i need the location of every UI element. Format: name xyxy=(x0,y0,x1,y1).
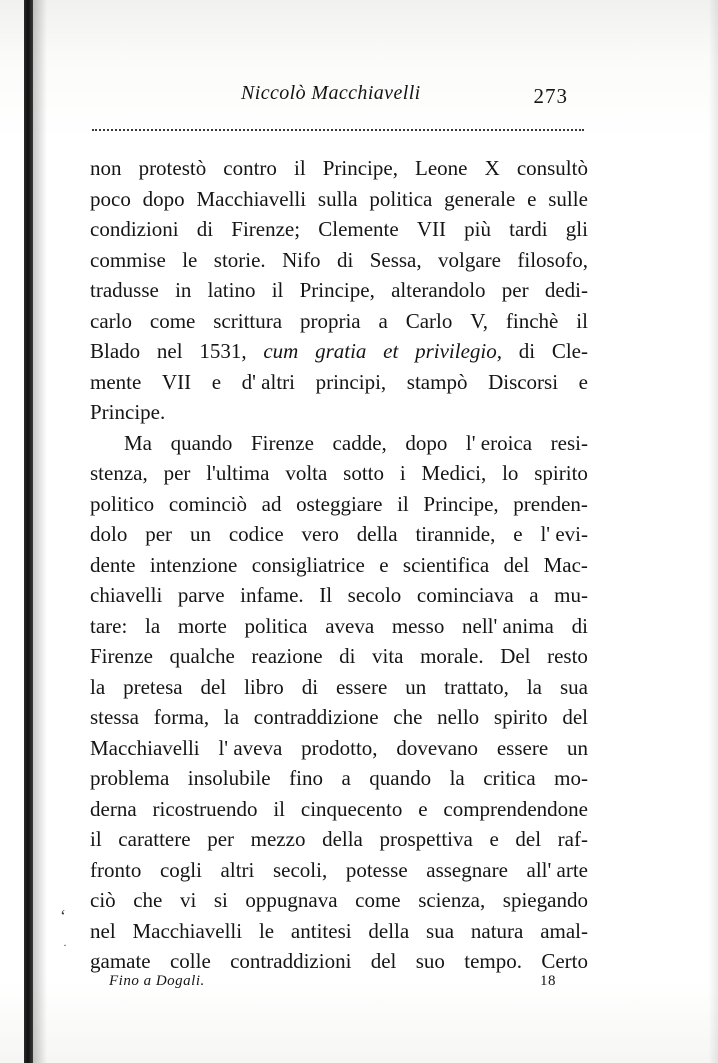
word: Medici, xyxy=(421,461,487,485)
word: messo xyxy=(391,613,445,638)
word: oppugnava xyxy=(245,888,338,912)
word: più xyxy=(464,217,491,241)
word: della xyxy=(368,918,410,943)
word: comprendendone xyxy=(443,796,588,821)
text-line xyxy=(90,614,588,645)
word: le xyxy=(182,247,198,272)
word: del xyxy=(562,705,588,729)
word: consigliatrice xyxy=(251,552,365,577)
word: la xyxy=(449,766,465,790)
word: principi, xyxy=(315,369,387,394)
text-line xyxy=(90,278,588,309)
word: ricostruendo xyxy=(152,796,258,821)
word: in xyxy=(175,278,192,302)
text-line xyxy=(90,766,588,797)
signature-number: 18 xyxy=(540,973,556,989)
word: resi- xyxy=(550,430,588,455)
word: i xyxy=(399,461,406,485)
word: secolo xyxy=(347,583,402,607)
word: morte xyxy=(177,613,227,638)
word: Principe. xyxy=(90,400,166,424)
text-line xyxy=(90,309,588,340)
text-line xyxy=(90,888,588,919)
text-line xyxy=(90,339,588,370)
word: politica xyxy=(244,613,308,638)
word: all' arte xyxy=(526,857,588,882)
word: le xyxy=(258,918,275,943)
text-line xyxy=(90,644,588,675)
word: cominciò xyxy=(168,491,247,516)
word: sulla xyxy=(317,186,358,211)
word: si xyxy=(213,888,228,912)
word: Principe, xyxy=(322,156,398,180)
word: per xyxy=(501,278,529,302)
text-line xyxy=(90,858,588,889)
word: chiavelli xyxy=(90,583,163,607)
word: mu- xyxy=(554,583,588,607)
header-rule xyxy=(92,129,584,131)
word: Leone xyxy=(415,156,468,180)
word: del xyxy=(515,827,542,851)
word: et xyxy=(383,339,399,363)
word: condizioni xyxy=(90,217,179,241)
word: Macchiavelli xyxy=(132,918,243,943)
word: prenden- xyxy=(513,491,588,516)
text-line xyxy=(90,492,588,523)
word: resto xyxy=(547,644,588,668)
word: dopo xyxy=(405,430,448,455)
word: potesse xyxy=(345,857,408,882)
word: stampò xyxy=(406,369,468,394)
margin-mark: · xyxy=(63,938,67,952)
word: osteggiare xyxy=(296,491,383,516)
word: reazione xyxy=(251,644,323,668)
word: pretesa xyxy=(123,674,183,699)
word: di xyxy=(339,644,356,668)
text-line xyxy=(90,248,588,279)
word: mo- xyxy=(554,766,588,790)
text-line xyxy=(90,461,588,492)
word: il xyxy=(397,491,409,516)
word: nel xyxy=(90,918,116,943)
word: problema xyxy=(90,766,170,790)
word: Discorsi xyxy=(488,369,559,394)
binding-shadow xyxy=(33,0,47,1063)
word: spirito xyxy=(493,705,548,729)
text-line xyxy=(90,370,588,401)
word: ad xyxy=(261,491,282,516)
word: ciò xyxy=(90,888,116,912)
word: il xyxy=(90,827,102,851)
word: Macchiavelli xyxy=(90,735,200,760)
word: il xyxy=(273,796,286,821)
word: lo xyxy=(502,461,519,485)
word: Principe, xyxy=(423,491,499,516)
word: protestò xyxy=(138,156,207,180)
word: suo xyxy=(415,949,445,973)
text-line xyxy=(90,553,588,584)
text-line xyxy=(90,583,588,614)
word: critica xyxy=(483,766,536,790)
word: colle xyxy=(169,949,211,973)
word: contraddizioni xyxy=(230,949,352,973)
word: e xyxy=(211,369,222,394)
word: essere xyxy=(496,735,549,760)
word: consultò xyxy=(516,156,588,180)
word: per xyxy=(207,827,235,851)
word: dedi- xyxy=(544,278,588,302)
word: Del xyxy=(500,644,531,668)
text-line xyxy=(90,797,588,828)
text-line xyxy=(90,187,588,218)
word: del xyxy=(200,674,227,699)
word: quando xyxy=(170,430,233,455)
word: a xyxy=(378,308,388,333)
word: la xyxy=(90,674,106,699)
word: e xyxy=(513,522,523,546)
word: per xyxy=(145,522,173,546)
signature-mark xyxy=(90,973,560,995)
word: di xyxy=(571,613,588,638)
word: di xyxy=(301,674,319,699)
word: mente xyxy=(90,369,142,394)
word: Clemente xyxy=(318,217,399,241)
margin-mark: ʻ xyxy=(60,906,66,926)
word: quando xyxy=(369,766,432,790)
word: dopo xyxy=(142,186,185,211)
word: e xyxy=(578,369,588,394)
word: volgare xyxy=(438,247,501,272)
word: vi xyxy=(179,888,197,912)
page-number: 273 xyxy=(533,84,568,108)
word: l'ultima xyxy=(206,461,270,485)
word: un xyxy=(567,735,588,760)
word: scienza, xyxy=(418,888,486,912)
word: Mac- xyxy=(543,552,588,577)
word: Il xyxy=(319,583,333,607)
word: VII xyxy=(161,369,192,394)
word: d' altri xyxy=(241,369,295,394)
running-title: Niccolò Macchiavelli xyxy=(241,82,421,104)
binding-edge xyxy=(24,0,33,1063)
word: propria xyxy=(299,308,361,333)
word: filosofo, xyxy=(517,247,588,272)
word: commise xyxy=(90,247,166,272)
word: a xyxy=(341,766,351,790)
word: dovevano xyxy=(396,735,479,760)
word: intenzione xyxy=(149,552,238,577)
word: altri xyxy=(220,857,255,882)
signature-title: Fino a Dogali. xyxy=(109,973,205,989)
word: Nifo xyxy=(282,247,321,272)
word: e xyxy=(418,796,428,821)
body-text xyxy=(90,156,588,980)
word: alterandolo xyxy=(391,278,486,302)
word: nello xyxy=(437,705,480,729)
text-line xyxy=(90,217,588,248)
word: qualche xyxy=(169,644,235,668)
word: assegnare xyxy=(426,857,508,882)
word: scrittura xyxy=(213,308,283,333)
word: fronto xyxy=(90,857,142,882)
word: Firenze xyxy=(250,430,314,455)
word: del xyxy=(370,949,397,973)
word: vero xyxy=(301,522,339,546)
word: sotto xyxy=(343,461,384,485)
word: politica xyxy=(369,186,433,211)
word: Sessa, xyxy=(369,247,422,272)
word: secoli, xyxy=(272,857,328,882)
word: politico xyxy=(90,491,155,516)
word: stessa xyxy=(90,705,139,729)
word: sulle xyxy=(548,186,588,211)
text-line xyxy=(90,919,588,950)
word: spirito xyxy=(534,461,588,485)
word: morale. xyxy=(420,644,484,668)
word: Carlo xyxy=(405,308,453,333)
text-line xyxy=(90,675,588,706)
word: la xyxy=(145,613,161,638)
word: carlo xyxy=(90,308,132,333)
word: contraddizione xyxy=(253,705,379,729)
word: prospettiva xyxy=(379,827,473,851)
word: Blado xyxy=(90,339,141,363)
word: spiegando xyxy=(502,888,588,912)
word: trattato, xyxy=(444,674,509,699)
word: X xyxy=(484,156,500,180)
word: che xyxy=(133,888,163,912)
word: gamate xyxy=(90,949,151,973)
word: Principe, xyxy=(299,278,375,302)
word: un xyxy=(189,522,211,546)
word: e xyxy=(489,827,499,851)
word: carattere xyxy=(118,827,191,851)
word: per xyxy=(163,461,191,485)
word: prodotto, xyxy=(301,735,378,760)
word: l' evi- xyxy=(540,522,588,546)
word: vita xyxy=(372,644,404,668)
word: la xyxy=(223,705,240,729)
text-line xyxy=(90,827,588,858)
word: raf- xyxy=(557,827,588,851)
word: il xyxy=(271,278,284,302)
word: tirannide, xyxy=(415,522,496,546)
word: non xyxy=(90,156,122,180)
word: VII xyxy=(416,217,447,241)
word: codice xyxy=(228,522,284,546)
word: cinquecento xyxy=(300,796,403,821)
text-line xyxy=(90,705,588,736)
word: un xyxy=(405,674,427,699)
word: gli xyxy=(565,217,588,241)
word: V, xyxy=(470,308,488,333)
word: l' eroica xyxy=(465,430,533,455)
word: contro xyxy=(223,156,277,180)
text-line xyxy=(90,156,588,187)
word: nell' anima xyxy=(462,613,554,638)
word: infame. xyxy=(240,583,304,607)
word: libro xyxy=(244,674,284,699)
word: nel xyxy=(156,339,183,363)
word: sua xyxy=(559,674,588,699)
word: aveva xyxy=(325,613,375,638)
word: a xyxy=(529,583,539,607)
word: stenza, xyxy=(90,461,148,485)
word: amal- xyxy=(540,918,588,943)
word: antitesi xyxy=(290,918,352,943)
word: privilegio, xyxy=(415,339,502,363)
word: come xyxy=(149,308,196,333)
word: della xyxy=(322,827,363,851)
word: Certo xyxy=(541,949,588,973)
word: parve xyxy=(177,583,225,607)
word: cominciava xyxy=(416,583,514,607)
word: volta xyxy=(285,461,328,485)
word: insolubile xyxy=(187,766,271,790)
word: che xyxy=(393,705,423,729)
word: fino xyxy=(289,766,323,790)
word: il xyxy=(576,308,588,333)
word: tardi xyxy=(509,217,548,241)
word: poco xyxy=(90,186,131,211)
word: l' aveva xyxy=(218,735,283,760)
word: dolo xyxy=(90,522,128,546)
word: Ma xyxy=(124,430,152,455)
word: mezzo xyxy=(250,827,306,851)
word: tempo. xyxy=(464,949,522,973)
word: forma, xyxy=(153,705,210,729)
word: come xyxy=(355,888,401,912)
word: dente xyxy=(90,552,136,577)
word: 1531, xyxy=(199,339,247,363)
page-edge-shadow xyxy=(708,0,718,1063)
word: Macchiavelli xyxy=(196,186,307,211)
word: la xyxy=(526,674,542,699)
word: cum xyxy=(263,339,299,363)
word: e xyxy=(379,552,389,577)
text-line xyxy=(90,736,588,767)
word: generale xyxy=(444,186,516,211)
word: di xyxy=(518,339,536,363)
word: del xyxy=(503,552,530,577)
running-header xyxy=(92,82,578,116)
word: Firenze xyxy=(90,644,153,668)
word: Cle- xyxy=(551,339,588,363)
word: e xyxy=(527,186,537,211)
word: essere xyxy=(335,674,388,699)
word: finchè xyxy=(505,308,559,333)
word: cadde, xyxy=(332,430,387,455)
text-line xyxy=(90,431,588,462)
word: tradusse xyxy=(90,278,159,302)
word: di xyxy=(336,247,354,272)
text-line xyxy=(90,400,588,431)
word: scientifica xyxy=(402,552,490,577)
word: Firenze; xyxy=(231,217,301,241)
word: natura xyxy=(470,918,524,943)
word: cogli xyxy=(159,857,202,882)
word: il xyxy=(294,156,306,180)
word: gratia xyxy=(315,339,367,363)
text-line xyxy=(90,522,588,553)
word: della xyxy=(356,522,398,546)
word: di xyxy=(196,217,214,241)
word: derna xyxy=(90,796,137,821)
word: storie. xyxy=(213,247,266,272)
word: tare: xyxy=(90,613,128,638)
word: sua xyxy=(426,918,455,943)
word: latino xyxy=(207,278,256,302)
